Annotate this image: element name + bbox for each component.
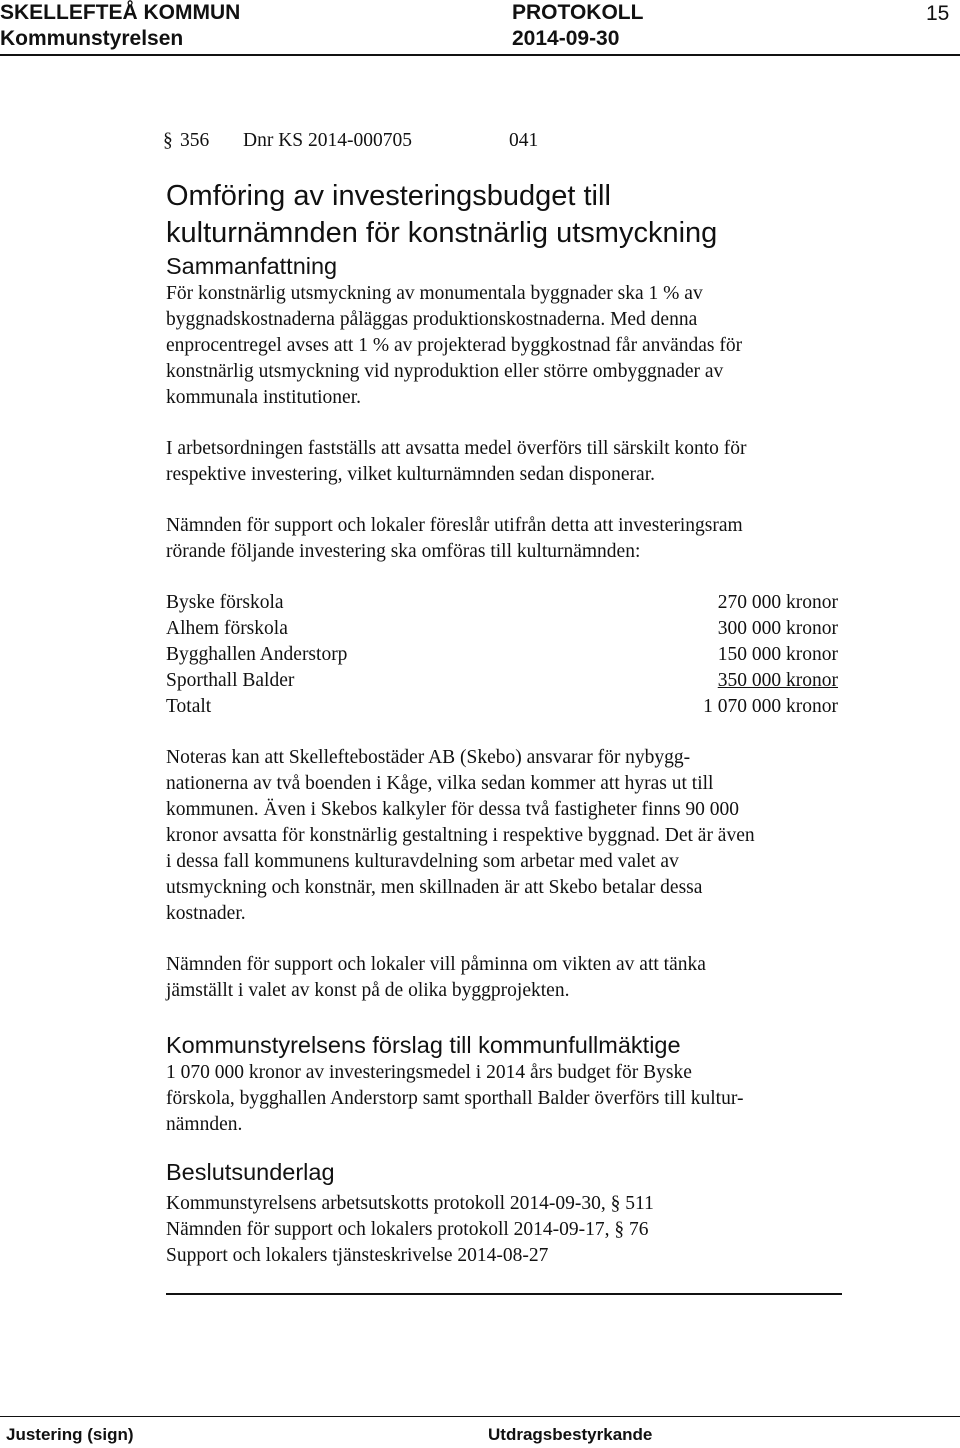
text-line: förskola, bygghallen Anderstorp samt sporthall Balder överförs till kultur- xyxy=(166,1088,744,1109)
text-line: respektive investering, vilket kulturnämnden sedan disponerar. xyxy=(166,464,655,485)
text-line: nationerna av två boenden i Kåge, vilka sedan kommer att hyras ut till xyxy=(166,773,714,794)
page-number: 15 xyxy=(926,2,950,25)
signature-label: Justering (sign) xyxy=(6,1425,134,1444)
page-title xyxy=(166,178,846,252)
organization-name: SKELLEFTEÅ KOMMUN xyxy=(0,1,241,24)
end-divider xyxy=(166,1293,842,1295)
title-line: Omföring av investeringsbudget till xyxy=(166,180,611,212)
notes-paragraph xyxy=(166,952,846,1004)
basis-item: Kommunstyrelsens arbetsutskotts protokoll 2014-09-30, § 511 xyxy=(166,1193,654,1214)
notes-paragraph xyxy=(166,745,846,927)
text-line: kommunen. Även i Skebos kalkyler för dessa två fastigheter finns 90 000 xyxy=(166,799,739,820)
paragraph-number: 356 xyxy=(180,130,210,151)
investment-list xyxy=(166,590,838,720)
investment-row xyxy=(166,642,838,668)
protocol-date: 2014-09-30 xyxy=(512,27,620,50)
case-reference xyxy=(163,128,846,156)
text-line: konstnärlig utsmyckning vid nyproduktion eller större ombyggnader av xyxy=(166,361,724,382)
text-line: I arbetsordningen fastställs att avsatta medel överförs till särskilt konto för xyxy=(166,438,747,459)
page-footer xyxy=(0,1416,960,1448)
extract-label: Utdragsbestyrkande xyxy=(488,1425,653,1444)
text-line: Nämnden för support och lokaler vill påminna om vikten av att tänka xyxy=(166,954,706,975)
basis-heading: Beslutsunderlag xyxy=(166,1159,335,1185)
investment-row xyxy=(166,668,838,694)
investment-amount: 300 000 kronor xyxy=(717,618,838,639)
basis-item: Support och lokalers tjänsteskrivelse 2014-08-27 xyxy=(166,1245,549,1266)
title-line: kulturnämnden för konstnärlig utsmyckning xyxy=(166,217,718,249)
page-header xyxy=(0,0,960,56)
text-line: 1 070 000 kronor av investeringsmedel i 2014 års budget för Byske xyxy=(166,1062,692,1083)
text-line: rörande följande investering ska omföras till kulturnämnden: xyxy=(166,541,641,562)
text-line: Noteras kan att Skelleftebostäder AB (Skebo) ansvarar för nybygg- xyxy=(166,747,691,768)
investment-row xyxy=(166,616,838,642)
summary-paragraph xyxy=(166,513,846,565)
summary-paragraph xyxy=(166,281,846,411)
basis-item: Nämnden för support och lokalers protokoll 2014-09-17, § 76 xyxy=(166,1219,649,1240)
investment-amount: 270 000 kronor xyxy=(717,592,838,613)
header-divider xyxy=(0,54,960,56)
proposal-paragraph xyxy=(166,1060,846,1138)
document-body xyxy=(163,128,846,1269)
investment-name: Bygghallen Anderstorp xyxy=(166,644,348,665)
total-label: Totalt xyxy=(166,696,212,717)
text-line: Nämnden för support och lokaler föreslår utifrån detta att investeringsram xyxy=(166,515,743,536)
summary-heading: Sammanfattning xyxy=(166,253,338,279)
case-code: 041 xyxy=(509,130,539,151)
department-name: Kommunstyrelsen xyxy=(0,27,184,50)
paragraph-sign: § xyxy=(163,130,173,151)
investment-name: Alhem förskola xyxy=(166,618,288,639)
basis-list xyxy=(166,1191,846,1269)
text-line: utsmyckning och konstnär, men skillnaden är att Skebo betalar dessa xyxy=(166,877,703,898)
text-line: byggnadskostnaderna påläggas produktionskostnaderna. Med denna xyxy=(166,309,698,330)
investment-name: Sporthall Balder xyxy=(166,670,295,691)
text-line: För konstnärlig utsmyckning av monumentala byggnader ska 1 % av xyxy=(166,283,703,304)
document-type: PROTOKOLL xyxy=(512,1,644,24)
investment-total-row xyxy=(166,694,838,720)
summary-paragraph xyxy=(166,436,846,488)
text-line: kommunala institutioner. xyxy=(166,387,361,408)
text-line: kostnader. xyxy=(166,903,246,924)
investment-amount: 150 000 kronor xyxy=(717,644,838,665)
text-line: kronor avsatta för konstnärlig gestaltning i respektive byggnad. Det är även xyxy=(166,825,755,846)
investment-name: Byske förskola xyxy=(166,592,284,613)
text-line: i dessa fall kommunens kulturavdelning som arbetar med valet av xyxy=(166,851,679,872)
text-line: jämställt i valet av konst på de olika byggprojekten. xyxy=(166,980,570,1001)
proposal-heading: Kommunstyrelsens förslag till kommunfullmäktige xyxy=(166,1032,681,1058)
investment-row xyxy=(166,590,838,616)
investment-amount: 350 000 kronor xyxy=(717,670,838,691)
total-amount: 1 070 000 kronor xyxy=(703,696,838,717)
text-line: enprocentregel avses att 1 % av projekterad byggkostnad får användas för xyxy=(166,335,743,356)
registration-number: Dnr KS 2014-000705 xyxy=(243,130,412,151)
text-line: nämnden. xyxy=(166,1114,243,1135)
